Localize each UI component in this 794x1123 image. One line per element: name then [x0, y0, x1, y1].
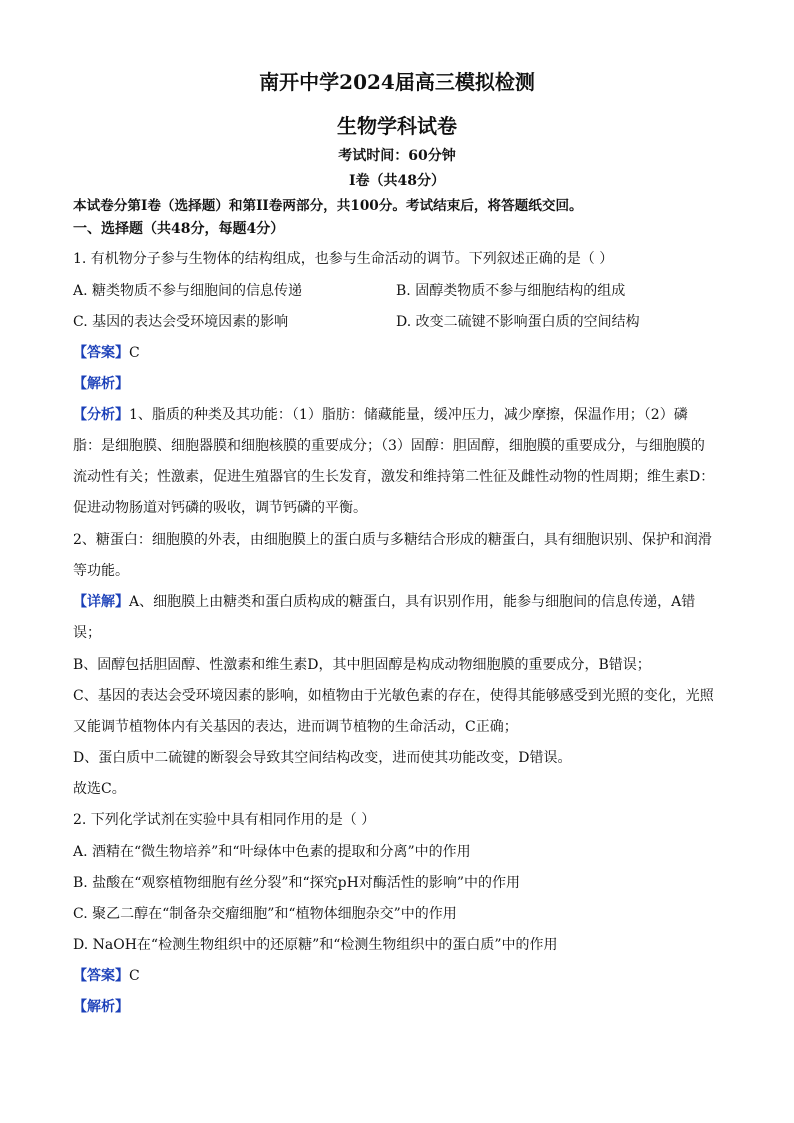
- q1-xiangjie-line4: C、基因的表达会受环境因素的影响，如植物由于光敏色素的存在，使得其能够感受到光照的变化，光照: [73, 688, 714, 704]
- q1-xiangjie-line5: 又能调节植物体内有关基因的表达，进而调节植物的生命活动，C正确；: [73, 719, 518, 735]
- q1-option-b: B. 固醇类物质不参与细胞结构的组成: [396, 283, 626, 299]
- q2-option-b: B. 盐酸在“观察植物细胞有丝分裂”和“探究pH对酶活性的影响”中的作用: [73, 875, 520, 891]
- q2-answer: [73, 967, 723, 985]
- fenxi-tag: 【分析】: [73, 407, 129, 423]
- q1-xiangjie-line6: D、蛋白质中二硫键的断裂会导致其空间结构改变，进而使其功能改变，D错误。: [73, 750, 572, 766]
- q1-jiexi: [73, 375, 723, 393]
- q1-fenxi-line4: 促进动物肠道对钙磷的吸收，调节钙磷的平衡。: [73, 500, 367, 516]
- answer-value: C: [129, 968, 140, 984]
- answer-tag: 【答案】: [73, 345, 129, 361]
- q2-jiexi: [73, 998, 723, 1016]
- q1-fenxi-line6: 等功能。: [73, 563, 129, 579]
- q1-fenxi-line5: 2、糖蛋白：细胞膜的外表，由细胞膜上的蛋白质与多糖结合形成的糖蛋白，具有细胞识别、保护和润滑: [73, 532, 712, 548]
- q1-stem: 1. 有机物分子参与生物体的结构组成，也参与生命活动的调节。下列叙述正确的是（ ）: [73, 251, 614, 267]
- volume-label: Ⅰ卷（共48分）: [348, 173, 446, 189]
- jiexi-tag: 【解析】: [73, 376, 129, 392]
- fenxi-text: 1、脂质的种类及其功能：（1）脂肪：储藏能量，缓冲压力，减少摩擦，保温作用；（2）磷: [129, 407, 688, 423]
- exam-time: 考试时间：60分钟: [338, 148, 456, 164]
- q1-option-d: D. 改变二硫键不影响蛋白质的空间结构: [396, 314, 640, 330]
- q1-fenxi-line3: 流动性有关；性激素，促进生殖器官的生长发育，激发和维持第二性征及雌性动物的性周期；维生素D：: [73, 469, 715, 485]
- subject-title: 生物学科试卷: [337, 114, 457, 138]
- answer-value: C: [129, 345, 140, 361]
- q1-xiangjie-line3: B、固醇包括胆固醇、性激素和维生素D，其中胆固醇是构成动物细胞膜的重要成分，B错误；: [73, 657, 651, 673]
- q2-option-d: D. NaOH在“检测生物组织中的还原糖”和“检测生物组织中的蛋白质”中的作用: [73, 937, 558, 953]
- jiexi-tag: 【解析】: [73, 999, 129, 1015]
- q2-option-c: C. 聚乙二醇在“制备杂交瘤细胞”和“植物体细胞杂交”中的作用: [73, 906, 457, 922]
- instructions: 本试卷分第Ⅰ卷（选择题）和第II卷两部分，共100分。考试结束后，将答题纸交回。: [73, 198, 583, 214]
- q2-option-a: A. 酒精在“微生物培养”和“叶绿体中色素的提取和分离”中的作用: [73, 844, 471, 860]
- q1-xiangjie-line2: 误；: [73, 625, 101, 641]
- q1-option-a: A. 糖类物质不参与细胞间的信息传递: [73, 283, 303, 299]
- q1-conclusion: 故选C。: [73, 781, 126, 797]
- q1-option-c: C. 基因的表达会受环境因素的影响: [73, 314, 289, 330]
- q1-xiangjie-line1: [73, 593, 723, 611]
- q2-stem: 2. 下列化学试剂在实验中具有相同作用的是（ ）: [73, 812, 376, 828]
- xiangjie-text: A、细胞膜上由糖类和蛋白质构成的糖蛋白，具有识别作用，能参与细胞间的信息传递，A错: [129, 594, 696, 610]
- xiangjie-tag: 【详解】: [73, 594, 129, 610]
- q1-answer: [73, 344, 723, 362]
- q1-fenxi-line2: 脂：是细胞膜、细胞器膜和细胞核膜的重要成分；（3）固醇：胆固醇，细胞膜的重要成分，与细胞膜的: [73, 438, 705, 454]
- section-heading: 一、选择题（共48分，每题4分）: [73, 221, 285, 237]
- exam-title: 南开中学2024届高三模拟检测: [259, 70, 535, 94]
- answer-tag: 【答案】: [73, 968, 129, 984]
- q1-fenxi-line1: [73, 406, 723, 424]
